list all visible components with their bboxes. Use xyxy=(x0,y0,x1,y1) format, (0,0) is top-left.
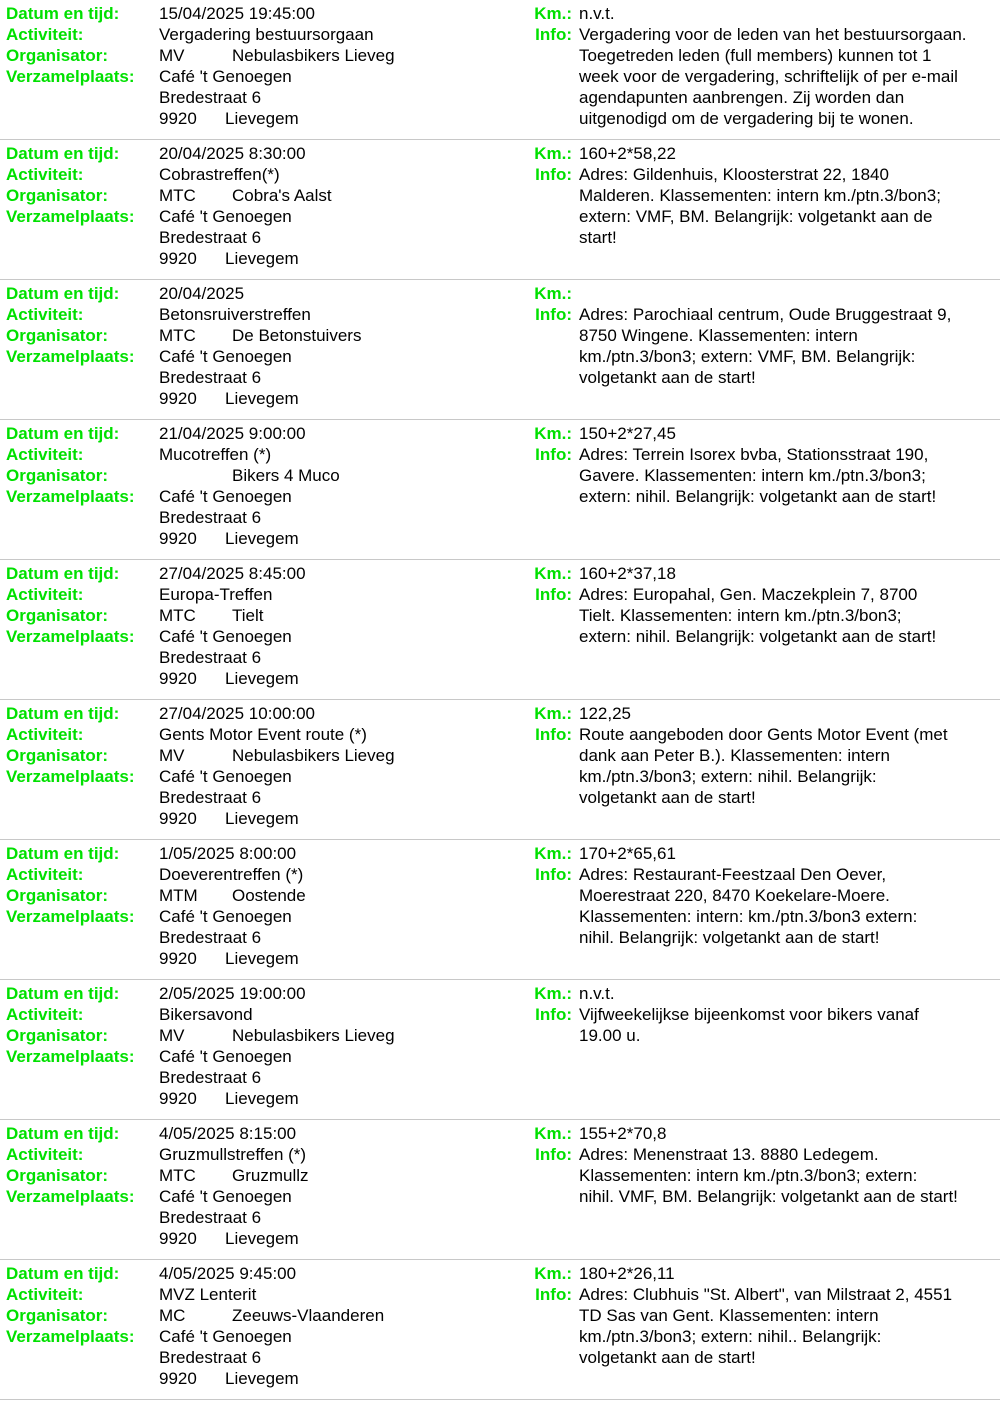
label-datum: Datum en tijd: xyxy=(6,1124,120,1143)
event-datetime: 20/04/2025 8:30:00 xyxy=(159,144,306,163)
info-line: dank aan Peter B.). Klassementen: intern xyxy=(579,746,890,765)
event-info xyxy=(579,24,999,129)
label-datum: Datum en tijd: xyxy=(6,1264,120,1283)
label-info: Info: xyxy=(535,25,572,44)
organizer-type: MTC xyxy=(159,326,196,345)
meeting-place: Café 't Genoegen xyxy=(159,1327,292,1346)
row-organisator xyxy=(0,465,520,486)
label-info: Info: xyxy=(535,725,572,744)
meeting-place: Café 't Genoegen xyxy=(159,1187,292,1206)
info-line: extern: VMF, BM. Belangrijk: volgetankt aan de xyxy=(579,207,933,226)
event-km: n.v.t. xyxy=(579,984,615,1003)
row-street xyxy=(0,1347,520,1368)
row-street xyxy=(0,787,520,808)
label-verzamelplaats: Verzamelplaats: xyxy=(6,907,135,926)
row-organisator xyxy=(0,45,520,66)
label-verzamelplaats: Verzamelplaats: xyxy=(6,1047,135,1066)
row-organisator xyxy=(0,605,520,626)
row-datum xyxy=(0,1123,1000,1144)
label-km: Km.: xyxy=(534,1264,572,1283)
meeting-city: Lievegem xyxy=(225,669,299,688)
label-activiteit: Activiteit: xyxy=(6,725,84,744)
row-organisator xyxy=(0,185,520,206)
meeting-street: Bredestraat 6 xyxy=(159,368,262,387)
row-datum xyxy=(0,3,1000,24)
meeting-postcode: 9920 xyxy=(159,809,197,828)
organizer-name: Gruzmullz xyxy=(232,1166,309,1185)
meeting-postcode: 9920 xyxy=(159,529,197,548)
row-datum xyxy=(0,143,1000,164)
row-datum xyxy=(0,1263,1000,1284)
meeting-place: Café 't Genoegen xyxy=(159,487,292,506)
event-record xyxy=(0,140,1000,280)
label-datum: Datum en tijd: xyxy=(6,424,120,443)
info-line: km./ptn.3/bon3; extern: VMF, BM. Belangrijk: xyxy=(579,347,916,366)
label-datum: Datum en tijd: xyxy=(6,144,120,163)
row-datum xyxy=(0,703,1000,724)
meeting-place: Café 't Genoegen xyxy=(159,907,292,926)
event-datetime: 4/05/2025 8:15:00 xyxy=(159,1124,297,1143)
row-street xyxy=(0,87,520,108)
row-city xyxy=(0,948,520,969)
info-line: Klassementen: intern km./ptn.3/bon3; extern: xyxy=(579,1166,918,1185)
label-info: Info: xyxy=(535,1285,572,1304)
label-datum: Datum en tijd: xyxy=(6,704,120,723)
organizer-type: MV xyxy=(159,1026,185,1045)
meeting-street: Bredestraat 6 xyxy=(159,788,262,807)
info-line: extern: nihil. Belangrijk: volgetankt aan de start! xyxy=(579,627,937,646)
info-line: volgetankt aan de start! xyxy=(579,368,756,387)
event-km: 150+2*27,45 xyxy=(579,424,676,443)
label-info: Info: xyxy=(535,1005,572,1024)
row-street xyxy=(0,367,520,388)
label-organisator: Organisator: xyxy=(6,606,109,625)
row-street xyxy=(0,927,520,948)
row-verzamelplaats xyxy=(0,486,520,507)
meeting-city: Lievegem xyxy=(225,249,299,268)
row-street xyxy=(0,1207,520,1228)
meeting-postcode: 9920 xyxy=(159,1369,197,1388)
label-km: Km.: xyxy=(534,144,572,163)
organizer-name: Nebulasbikers Lieveg xyxy=(232,746,395,765)
event-record xyxy=(0,1260,1000,1400)
meeting-street: Bredestraat 6 xyxy=(159,1348,262,1367)
label-organisator: Organisator: xyxy=(6,466,109,485)
event-record xyxy=(0,420,1000,560)
info-line: Adres: Terrein Isorex bvba, Stationsstraat 190, xyxy=(579,445,929,464)
row-street xyxy=(0,647,520,668)
label-km: Km.: xyxy=(534,1124,572,1143)
event-activity: Doeverentreffen (*) xyxy=(159,865,304,884)
meeting-street: Bredestraat 6 xyxy=(159,88,262,107)
event-km: 160+2*37,18 xyxy=(579,564,676,583)
row-street xyxy=(0,1067,520,1088)
meeting-postcode: 9920 xyxy=(159,109,197,128)
info-line: Vergadering voor de leden van het bestuursorgaan. xyxy=(579,25,967,44)
event-activity: Europa-Treffen xyxy=(159,585,273,604)
event-datetime: 4/05/2025 9:45:00 xyxy=(159,1264,297,1283)
event-record xyxy=(0,1120,1000,1260)
event-info xyxy=(579,1004,999,1046)
meeting-postcode: 9920 xyxy=(159,249,197,268)
label-info: Info: xyxy=(535,865,572,884)
meeting-city: Lievegem xyxy=(225,809,299,828)
meeting-postcode: 9920 xyxy=(159,1229,197,1248)
meeting-place: Café 't Genoegen xyxy=(159,347,292,366)
label-datum: Datum en tijd: xyxy=(6,564,120,583)
meeting-city: Lievegem xyxy=(225,1229,299,1248)
row-street xyxy=(0,507,520,528)
event-km: 160+2*58,22 xyxy=(579,144,676,163)
label-verzamelplaats: Verzamelplaats: xyxy=(6,627,135,646)
info-line: Tielt. Klassementen: intern km./ptn.3/bon3; xyxy=(579,606,902,625)
meeting-postcode: 9920 xyxy=(159,1089,197,1108)
info-line: Adres: Gildenhuis, Kloosterstrat 22, 1840 xyxy=(579,165,889,184)
meeting-city: Lievegem xyxy=(225,1369,299,1388)
event-activity: MVZ Lenterit xyxy=(159,1285,257,1304)
organizer-name: Nebulasbikers Lieveg xyxy=(232,1026,395,1045)
label-info: Info: xyxy=(535,1145,572,1164)
label-verzamelplaats: Verzamelplaats: xyxy=(6,67,135,86)
meeting-city: Lievegem xyxy=(225,949,299,968)
event-info xyxy=(579,584,999,647)
row-datum xyxy=(0,423,1000,444)
event-datetime: 2/05/2025 19:00:00 xyxy=(159,984,306,1003)
meeting-street: Bredestraat 6 xyxy=(159,228,262,247)
label-organisator: Organisator: xyxy=(6,746,109,765)
label-km: Km.: xyxy=(534,704,572,723)
row-city xyxy=(0,1228,520,1249)
info-line: km./ptn.3/bon3; extern: nihil.. Belangrijk: xyxy=(579,1327,882,1346)
label-verzamelplaats: Verzamelplaats: xyxy=(6,347,135,366)
event-km: n.v.t. xyxy=(579,4,615,23)
row-verzamelplaats xyxy=(0,1186,520,1207)
info-line: nihil. VMF, BM. Belangrijk: volgetankt aan de start! xyxy=(579,1187,958,1206)
event-km: 155+2*70,8 xyxy=(579,1124,667,1143)
row-organisator xyxy=(0,885,520,906)
label-organisator: Organisator: xyxy=(6,1166,109,1185)
row-verzamelplaats xyxy=(0,1326,520,1347)
event-datetime: 27/04/2025 10:00:00 xyxy=(159,704,315,723)
label-activiteit: Activiteit: xyxy=(6,445,84,464)
info-line: Adres: Restaurant-Feestzaal Den Oever, xyxy=(579,865,887,884)
event-record xyxy=(0,280,1000,420)
event-activity: Bikersavond xyxy=(159,1005,253,1024)
event-km: 180+2*26,11 xyxy=(579,1264,675,1283)
meeting-place: Café 't Genoegen xyxy=(159,207,292,226)
meeting-postcode: 9920 xyxy=(159,949,197,968)
row-organisator xyxy=(0,325,520,346)
label-datum: Datum en tijd: xyxy=(6,284,120,303)
label-km: Km.: xyxy=(534,424,572,443)
event-activity: Vergadering bestuursorgaan xyxy=(159,25,374,44)
event-info xyxy=(579,1284,999,1368)
event-info xyxy=(579,724,999,808)
row-datum xyxy=(0,843,1000,864)
row-organisator xyxy=(0,1165,520,1186)
info-line: Adres: Parochiaal centrum, Oude Bruggestraat 9, xyxy=(579,305,952,324)
meeting-postcode: 9920 xyxy=(159,669,197,688)
row-verzamelplaats xyxy=(0,206,520,227)
row-city xyxy=(0,1368,520,1389)
event-record xyxy=(0,840,1000,980)
row-city xyxy=(0,248,520,269)
organizer-name: Tielt xyxy=(232,606,264,625)
meeting-street: Bredestraat 6 xyxy=(159,508,262,527)
row-city xyxy=(0,108,520,129)
row-organisator xyxy=(0,1305,520,1326)
meeting-city: Lievegem xyxy=(225,389,299,408)
info-line: start! xyxy=(579,228,617,247)
event-record xyxy=(0,560,1000,700)
label-km: Km.: xyxy=(534,844,572,863)
info-line: agendapunten aanbrengen. Zij worden dan xyxy=(579,88,905,107)
label-organisator: Organisator: xyxy=(6,46,109,65)
row-city xyxy=(0,388,520,409)
event-record xyxy=(0,700,1000,840)
organizer-type: MTM xyxy=(159,886,198,905)
info-line: 8750 Wingene. Klassementen: intern xyxy=(579,326,858,345)
organizer-name: Zeeuws-Vlaanderen xyxy=(232,1306,385,1325)
row-city xyxy=(0,1088,520,1109)
info-line: Adres: Menenstraat 13. 8880 Ledegem. xyxy=(579,1145,879,1164)
event-km: 170+2*65,61 xyxy=(579,844,676,863)
info-line: volgetankt aan de start! xyxy=(579,1348,756,1367)
event-info xyxy=(579,164,999,248)
organizer-type: MV xyxy=(159,46,185,65)
info-line: 19.00 u. xyxy=(579,1026,641,1045)
event-datetime: 20/04/2025 xyxy=(159,284,245,303)
label-km: Km.: xyxy=(534,4,572,23)
meeting-place: Café 't Genoegen xyxy=(159,67,292,86)
label-organisator: Organisator: xyxy=(6,186,109,205)
event-activity: Gruzmullstreffen (*) xyxy=(159,1145,307,1164)
meeting-street: Bredestraat 6 xyxy=(159,1068,262,1087)
event-activity: Betonsruiverstreffen xyxy=(159,305,311,324)
organizer-type: MC xyxy=(159,1306,186,1325)
organizer-type: MTC xyxy=(159,1166,196,1185)
info-line: Malderen. Klassementen: intern km./ptn.3/bon3; xyxy=(579,186,941,205)
event-record xyxy=(0,980,1000,1120)
info-line: Moerestraat 220, 8470 Koekelare-Moere. xyxy=(579,886,890,905)
label-activiteit: Activiteit: xyxy=(6,1285,84,1304)
row-verzamelplaats xyxy=(0,766,520,787)
row-city xyxy=(0,668,520,689)
row-datum xyxy=(0,283,1000,304)
row-city xyxy=(0,528,520,549)
info-line: uitgenodigd om de vergadering bij te wonen. xyxy=(579,109,914,128)
row-organisator xyxy=(0,1025,520,1046)
event-info xyxy=(579,444,999,507)
meeting-street: Bredestraat 6 xyxy=(159,648,262,667)
row-street xyxy=(0,227,520,248)
label-organisator: Organisator: xyxy=(6,326,109,345)
label-organisator: Organisator: xyxy=(6,1306,109,1325)
label-info: Info: xyxy=(535,165,572,184)
organizer-type: MTC xyxy=(159,186,196,205)
event-km: 122,25 xyxy=(579,704,631,723)
row-verzamelplaats xyxy=(0,66,520,87)
row-datum xyxy=(0,563,1000,584)
info-line: week voor de vergadering, schriftelijk of per e-mail xyxy=(579,67,958,86)
row-verzamelplaats xyxy=(0,1046,520,1067)
event-datetime: 27/04/2025 8:45:00 xyxy=(159,564,306,583)
label-verzamelplaats: Verzamelplaats: xyxy=(6,1327,135,1346)
info-line: volgetankt aan de start! xyxy=(579,788,756,807)
meeting-postcode: 9920 xyxy=(159,389,197,408)
label-datum: Datum en tijd: xyxy=(6,4,120,23)
info-line: Klassementen: intern: km./ptn.3/bon3 extern: xyxy=(579,907,918,926)
info-line: Route aangeboden door Gents Motor Event (met xyxy=(579,725,948,744)
row-city xyxy=(0,808,520,829)
row-verzamelplaats xyxy=(0,906,520,927)
label-datum: Datum en tijd: xyxy=(6,984,120,1003)
label-activiteit: Activiteit: xyxy=(6,165,84,184)
event-activity: Mucotreffen (*) xyxy=(159,445,272,464)
meeting-place: Café 't Genoegen xyxy=(159,1047,292,1066)
label-verzamelplaats: Verzamelplaats: xyxy=(6,1187,135,1206)
info-line: Gavere. Klassementen: intern km./ptn.3/bon3; xyxy=(579,466,926,485)
organizer-name: Nebulasbikers Lieveg xyxy=(232,46,395,65)
label-activiteit: Activiteit: xyxy=(6,1005,84,1024)
label-organisator: Organisator: xyxy=(6,886,109,905)
event-record xyxy=(0,0,1000,140)
event-info xyxy=(579,304,999,388)
info-line: extern: nihil. Belangrijk: volgetankt aan de start! xyxy=(579,487,937,506)
info-line: TD Sas van Gent. Klassementen: intern xyxy=(579,1306,879,1325)
info-line: nihil. Belangrijk: volgetankt aan de start! xyxy=(579,928,880,947)
label-activiteit: Activiteit: xyxy=(6,585,84,604)
organizer-name: Cobra's Aalst xyxy=(232,186,332,205)
row-datum xyxy=(0,983,1000,1004)
event-activity: Cobrastreffen(*) xyxy=(159,165,280,184)
meeting-city: Lievegem xyxy=(225,109,299,128)
organizer-name: Bikers 4 Muco xyxy=(232,466,340,485)
organizer-name: Oostende xyxy=(232,886,306,905)
row-verzamelplaats xyxy=(0,346,520,367)
label-activiteit: Activiteit: xyxy=(6,865,84,884)
label-info: Info: xyxy=(535,305,572,324)
event-datetime: 15/04/2025 19:45:00 xyxy=(159,4,315,23)
event-activity: Gents Motor Event route (*) xyxy=(159,725,367,744)
info-line: Adres: Europahal, Gen. Maczekplein 7, 8700 xyxy=(579,585,918,604)
label-info: Info: xyxy=(535,445,572,464)
label-km: Km.: xyxy=(534,984,572,1003)
label-verzamelplaats: Verzamelplaats: xyxy=(6,207,135,226)
meeting-place: Café 't Genoegen xyxy=(159,627,292,646)
event-info xyxy=(579,864,999,948)
label-km: Km.: xyxy=(534,564,572,583)
label-activiteit: Activiteit: xyxy=(6,1145,84,1164)
meeting-city: Lievegem xyxy=(225,1089,299,1108)
label-verzamelplaats: Verzamelplaats: xyxy=(6,487,135,506)
label-km: Km.: xyxy=(534,284,572,303)
label-activiteit: Activiteit: xyxy=(6,25,84,44)
event-datetime: 1/05/2025 8:00:00 xyxy=(159,844,297,863)
organizer-type: MV xyxy=(159,746,185,765)
label-activiteit: Activiteit: xyxy=(6,305,84,324)
row-organisator xyxy=(0,745,520,766)
info-line: Adres: Clubhuis "St. Albert", van Milstraat 2, 4551 xyxy=(579,1285,953,1304)
organizer-name: De Betonstuivers xyxy=(232,326,362,345)
info-line: Vijfweekelijkse bijeenkomst voor bikers vanaf xyxy=(579,1005,919,1024)
meeting-street: Bredestraat 6 xyxy=(159,1208,262,1227)
event-info xyxy=(579,1144,999,1207)
meeting-street: Bredestraat 6 xyxy=(159,928,262,947)
label-datum: Datum en tijd: xyxy=(6,844,120,863)
row-verzamelplaats xyxy=(0,626,520,647)
label-organisator: Organisator: xyxy=(6,1026,109,1045)
meeting-city: Lievegem xyxy=(225,529,299,548)
event-datetime: 21/04/2025 9:00:00 xyxy=(159,424,306,443)
info-line: Toegetreden leden (full members) kunnen tot 1 xyxy=(579,46,932,65)
info-line: km./ptn.3/bon3; extern: nihil. Belangrijk: xyxy=(579,767,877,786)
label-verzamelplaats: Verzamelplaats: xyxy=(6,767,135,786)
meeting-place: Café 't Genoegen xyxy=(159,767,292,786)
organizer-type: MTC xyxy=(159,606,196,625)
label-info: Info: xyxy=(535,585,572,604)
